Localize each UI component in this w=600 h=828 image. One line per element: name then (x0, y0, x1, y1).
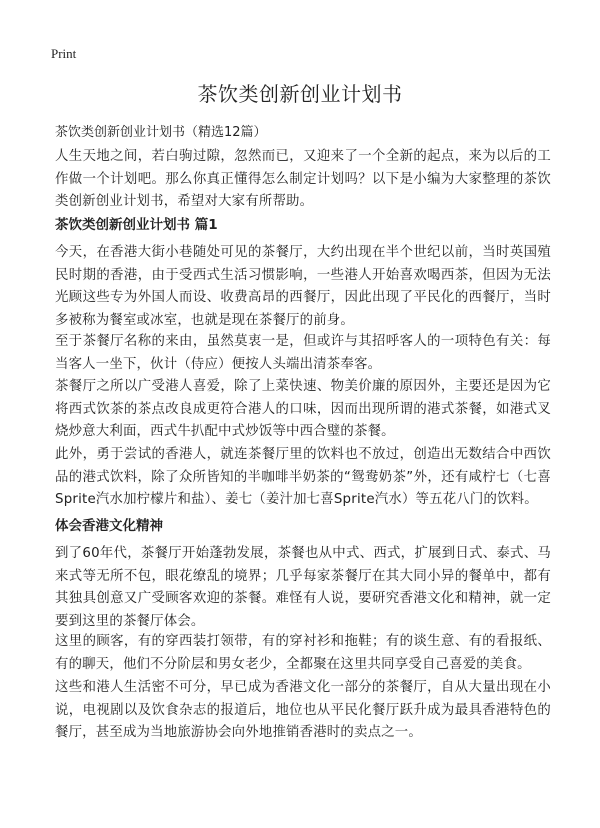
paragraph: 今天，在香港大街小巷随处可见的茶餐厅，大约出现在半个世纪以前，当时英国殖民时期的香港，由于受西式生活习惯影响，一些港人开始喜欢喝西茶，但因为无法光顾这些专为外国人而设、收费高昂的西餐厅，因此出现了平民化的西餐厅，当时多被称为餐室或冰室，也就是现在茶餐厅的前身。 (55, 245, 551, 328)
paragraph: 此外，勇于尝试的香港人，就连茶餐厅里的饮料也不放过，创造出无数结合中西饮品的港式饮料，除了众所皆知的半咖啡半奶茶的“鸳鸯奶茶”外，还有咸柠七（七喜Sprite汽水加柠檬片和盐）、姜七（姜汁加七喜Sprite汽水）等五花八门的饮料。 (55, 447, 551, 507)
paragraph: 这些和港人生活密不可分，早已成为香港文化一部分的茶餐厅，自从大量出现在小说，电视剧以及饮食杂志的报道后，地位也从平民化餐厅跃升成为最具香港特色的餐厅，甚至成为当地旅游协会向外地推销香港时的卖点之一。 (55, 680, 551, 740)
page-title: 茶饮类创新创业计划书 (197, 82, 403, 106)
paragraph: 到了60年代，茶餐厅开始蓬勃发展，茶餐也从中式、西式，扩展到日式、泰式、马来式等无所不包，眼花缭乱的境界；几乎每家茶餐厅在其大同小异的餐单中，都有其独具创意又广受顾客欢迎的茶餐。难怪有人说，要研究香港文化和精神，就一定要到这里的茶餐厅体会。 (55, 546, 551, 629)
intro-paragraph: 人生天地之间，若白驹过隙，忽然而已，又迎来了一个全新的起点，来为以后的工作做一个计划吧。那么你真正懂得怎么制定计划吗？以下是小编为大家整理的茶饮类创新创业计划书，希望对大家有所帮助。 (55, 149, 551, 209)
section-heading-2: 体会香港文化精神 (55, 518, 163, 534)
print-link[interactable]: Print (51, 46, 77, 61)
section-heading-1: 茶饮类创新创业计划书 篇1 (55, 217, 218, 233)
paragraph: 茶餐厅之所以广受港人喜爱，除了上菜快速、物美价廉的原因外，主要还是因为它将西式饮茶的茶点改良成更符合港人的口味，因而出现所谓的港式茶餐，如港式叉烧炒意大利面，西式牛扒配中式炒饭等中西合璧的茶餐。 (55, 379, 551, 439)
paragraph: 至于茶餐厅名称的来由，虽然莫衷一是，但或许与其招呼客人的一项特色有关：每当客人一坐下，伙计（侍应）便按人头端出清茶奉客。 (55, 334, 551, 372)
document-subtitle: 茶饮类创新创业计划书（精选12篇） (55, 125, 267, 140)
paragraph: 这里的顾客，有的穿西装打领带，有的穿衬衫和拖鞋；有的谈生意、有的看报纸、有的聊天，他们不分阶层和男女老少，全都聚在这里共同享受自己喜爱的美食。 (55, 634, 551, 672)
